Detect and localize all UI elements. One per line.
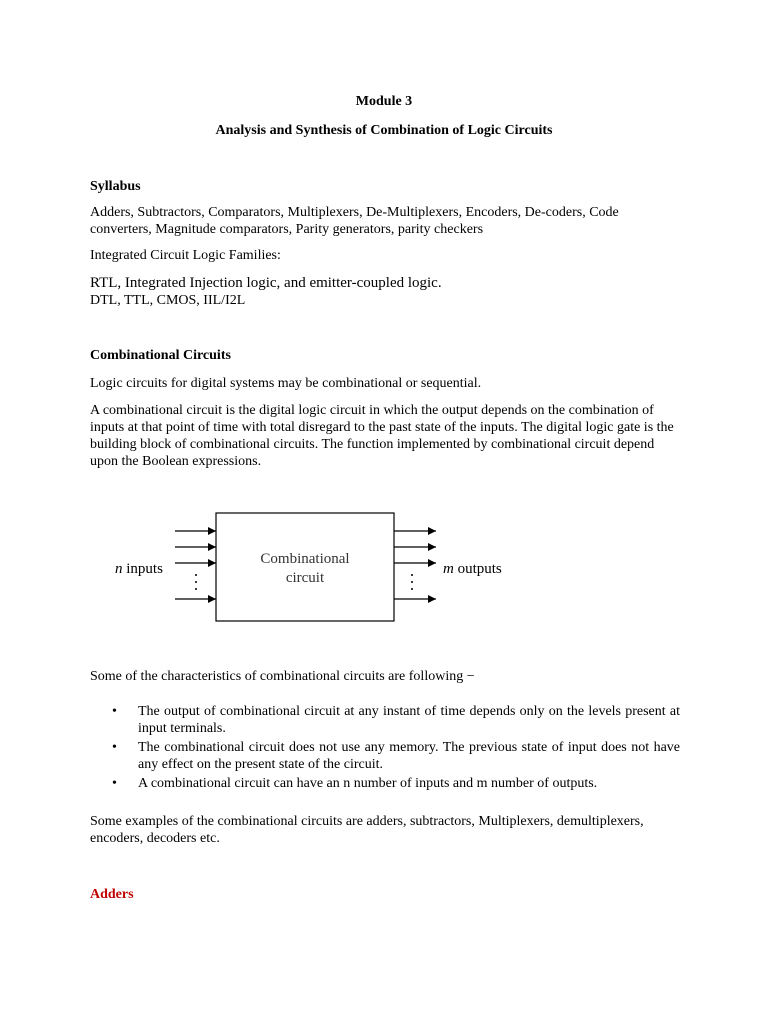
- inputs-word: inputs: [122, 561, 163, 577]
- list-item-text: A combinational circuit can have an n number of inputs and m number of outputs.: [138, 776, 598, 791]
- syllabus-heading: Syllabus: [90, 179, 141, 194]
- characteristics-list: [90, 703, 680, 794]
- block-label-line-2: circuit: [285, 570, 325, 586]
- inputs-variable: n: [115, 561, 123, 577]
- combinational-intro: Logic circuits for digital systems may be combinational or sequential.: [90, 376, 482, 391]
- list-item: [90, 739, 680, 773]
- syllabus-topics: Adders, Subtractors, Comparators, Multiplexers, De-Multiplexers, Encoders, De-coders, Code converters, Magnitude comparators, Parity generators, parity checkers: [90, 205, 619, 237]
- adders-heading: Adders: [90, 887, 134, 902]
- output-ellipsis: [411, 574, 413, 590]
- logic-families-line-2: DTL, TTL, CMOS, IIL/I2L: [90, 293, 246, 308]
- module-title: Module 3: [355, 94, 413, 109]
- list-item-text: The output of combinational circuit at any instant of time depends only on the levels present at input terminals.: [138, 704, 680, 736]
- inputs-label: [115, 561, 163, 577]
- combinational-heading: Combinational Circuits: [90, 348, 231, 363]
- list-item: [90, 775, 680, 792]
- bullet: •: [112, 776, 117, 791]
- output-arrows: [394, 531, 436, 599]
- outputs-variable: m: [443, 561, 454, 577]
- characteristics-intro: Some of the characteristics of combinational circuits are following −: [90, 669, 475, 684]
- examples-paragraph: Some examples of the combinational circuits are adders, subtractors, Multiplexers, demultiplexers, encoders, decoders etc.: [90, 814, 644, 846]
- document-subtitle: Analysis and Synthesis of Combination of Logic Circuits: [215, 123, 553, 138]
- outputs-label: [443, 561, 502, 577]
- logic-families-label: Integrated Circuit Logic Families:: [90, 248, 281, 263]
- combinational-definition: A combinational circuit is the digital logic circuit in which the output depends on the combination of inputs at that point of time with total disregard to the past state of the inputs. The digital logic gate is the building block of combinational circuits. The function implemented by combinational circuit depend upon the Boolean expressions.: [90, 403, 674, 469]
- list-item: [90, 703, 680, 737]
- bullet: •: [112, 740, 117, 755]
- outputs-word: outputs: [453, 561, 502, 577]
- list-item-text: The combinational circuit does not use any memory. The previous state of input does not have any effect on the present state of the circuit.: [138, 740, 680, 772]
- input-ellipsis: [195, 574, 197, 590]
- circuit-block: [216, 513, 394, 621]
- bullet: •: [112, 704, 117, 719]
- block-label-line-1: Combinational: [260, 551, 350, 567]
- logic-families-line-1: RTL, Integrated Injection logic, and emitter-coupled logic.: [90, 275, 442, 291]
- combinational-circuit-diagram: [100, 505, 520, 630]
